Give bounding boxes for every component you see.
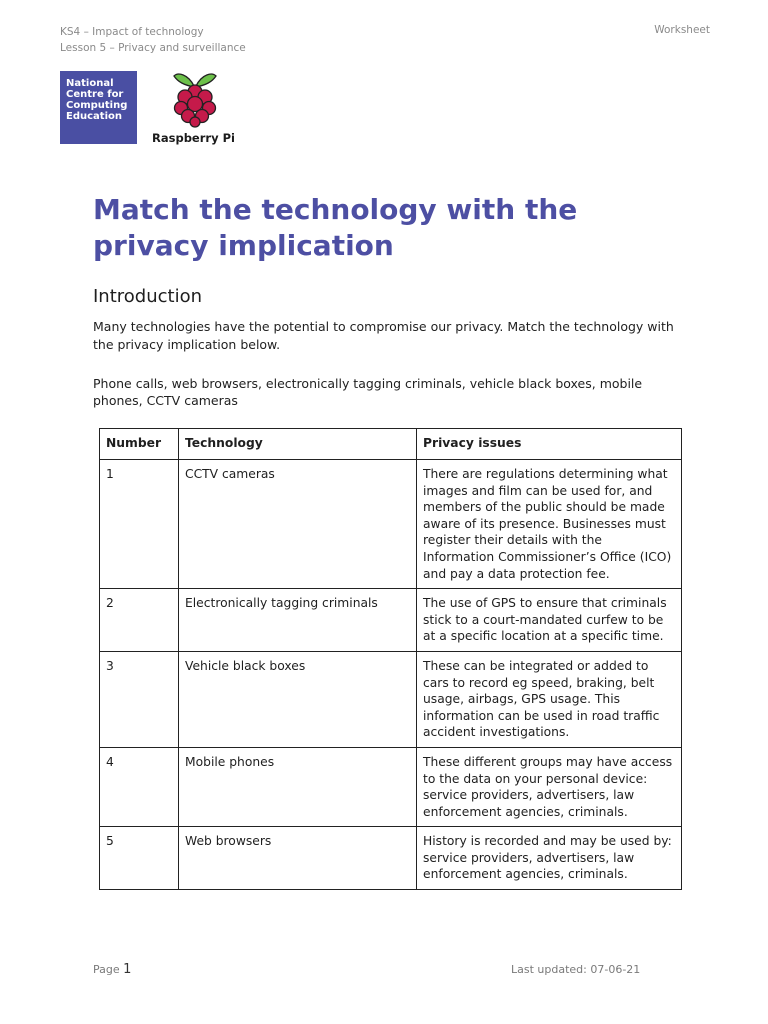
table-row [100, 460, 682, 589]
cell-technology: Mobile phones [179, 747, 417, 826]
last-updated: Last updated: 07-06-21 [511, 963, 641, 976]
column-header-technology: Technology [179, 429, 417, 460]
page-title: Match the technology with the privacy implication [93, 193, 578, 262]
cell-number: 2 [100, 589, 179, 652]
cell-technology: CCTV cameras [179, 460, 417, 589]
ncce-logo-line: Education [66, 111, 122, 122]
cell-number: 5 [100, 827, 179, 890]
table-row [100, 651, 682, 747]
column-header-number: Number [100, 429, 179, 460]
document-header [60, 24, 246, 56]
raspberry-pi-wordmark: Raspberry Pi [152, 131, 235, 145]
cell-privacy-issue: The use of GPS to ensure that criminals stick to a court-mandated curfew to be at a specific location at a specific time. [417, 589, 682, 652]
raspberry-icon [170, 70, 220, 128]
technology-list: Phone calls, web browsers, electronically tagging criminals, vehicle black boxes, mobile phones, CCTV cameras [93, 376, 643, 408]
cell-number: 3 [100, 651, 179, 747]
page-label: Page [93, 963, 120, 976]
ncce-logo-line: Computing [66, 100, 128, 111]
cell-privacy-issue: There are regulations determining what images and film can be used for, and members of the public should be made aware of its presence. Businesses must register their details with the Information Commissioner’s Office (ICO) and pay a data protection fee. [417, 460, 682, 589]
header-course: KS4 – Impact of technology [60, 26, 204, 38]
table-header-row [100, 429, 682, 460]
column-header-privacy-issues: Privacy issues [417, 429, 682, 460]
cell-technology: Vehicle black boxes [179, 651, 417, 747]
header-doc-type: Worksheet [654, 24, 710, 36]
table-row [100, 589, 682, 652]
match-table [99, 428, 682, 890]
intro-paragraph: Many technologies have the potential to compromise our privacy. Match the technology with the privacy implication below. [93, 319, 674, 352]
header-lesson: Lesson 5 – Privacy and surveillance [60, 42, 246, 54]
ncce-logo-line: Centre for [66, 89, 124, 100]
section-heading: Introduction [93, 286, 203, 307]
ncce-logo [60, 71, 137, 144]
ncce-logo-line: National [66, 78, 114, 89]
cell-number: 1 [100, 460, 179, 589]
table-row [100, 827, 682, 890]
table-row [100, 747, 682, 826]
cell-privacy-issue: These can be integrated or added to cars to record eg speed, braking, belt usage, airbags, GPS usage. This information can be used in road traffic accident investigations. [417, 651, 682, 747]
raspberry-pi-logo [150, 70, 240, 145]
cell-technology: Web browsers [179, 827, 417, 890]
cell-privacy-issue: These different groups may have access to the data on your personal device: service providers, advertisers, law enforcement agencies, criminals. [417, 747, 682, 826]
cell-privacy-issue: History is recorded and may be used by: service providers, advertisers, law enforcement agencies, criminals. [417, 827, 682, 890]
page-number: 1 [123, 962, 132, 977]
cell-technology: Electronically tagging criminals [179, 589, 417, 652]
page-number-footer [93, 962, 131, 977]
cell-number: 4 [100, 747, 179, 826]
